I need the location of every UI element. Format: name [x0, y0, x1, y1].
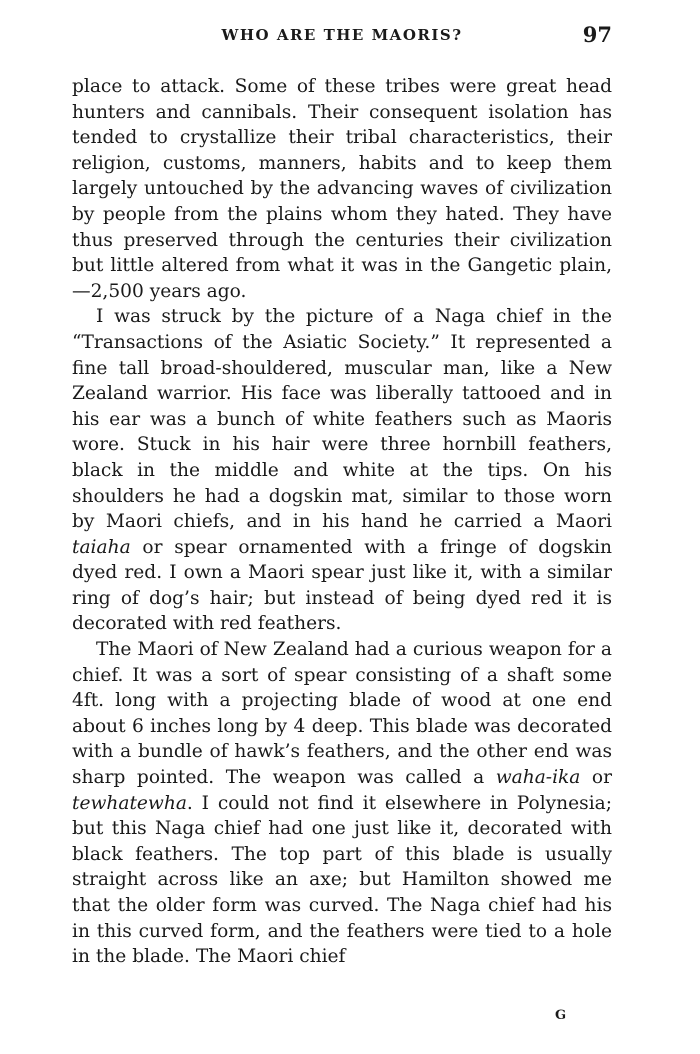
signature-mark: G [555, 1008, 567, 1023]
paragraph-2 [72, 304, 612, 637]
term-tewhatewha: tewhatewha [72, 792, 187, 814]
body-text [72, 74, 612, 970]
term-waha-ika: waha-ika [495, 767, 581, 789]
paragraph-1-text: place to attack. Some of these tribes were great head hunters and cannibals. Their consequent isolation has tended to crystallize their tribal characteristics, their religion, customs, manners, habits and to keep them largely untouched by the advancing waves of civilization by people from the plains whom they hated. They have thus preserved through the centuries their civilization but little altered from what it was in the Gangetic plain,—2,500 years ago. [72, 76, 612, 302]
paragraph-1 [72, 74, 612, 304]
paragraph-2-text-a: I was struck by the picture of a Naga chief in the “Transactions of the Asiatic Society.” It represented a fine tall broad-shouldered, muscular man, like a New Zealand warrior. His face was liberally tattooed and in his ear was a bunch of white feathers such as Maoris wore. Stuck in his hair were three hornbill feathers, black in the middle and white at the tips. On his shoulders he had a dogskin mat, similar to those worn by Maori chiefs, and in his hand he carried a Maori [72, 306, 612, 533]
paragraph-3-text-c: . I could not find it elsewhere in Polynesia; but this Naga chief had one just like it, decorated with black feathers. The top part of this blade is usually straight across like an axe; but Hamilton showed me that the older form was curved. The Naga chief had his in this curved form, and the feathers were tied to a hole in the blade. The Maori chief [72, 792, 612, 968]
paragraph-3 [72, 637, 612, 970]
paragraph-3-text-a: The Maori of New Zealand had a curious weapon for a chief. It was a sort of spear consisting of a shaft some 4ft. long with a projecting blade of wood at one end about 6 inches long by 4 deep. This blade was decorated with a bundle of hawk’s feathers, and the other end was sharp pointed. The weapon was called a [72, 639, 612, 789]
page-header [72, 22, 612, 52]
running-title: WHO ARE THE MAORIS? [221, 26, 463, 44]
term-taiaha: taiaha [72, 536, 131, 558]
paragraph-3-text-b: or [580, 767, 612, 789]
page-number: 97 [582, 22, 612, 47]
paragraph-2-text-b: or spear ornamented with a fringe of dogskin dyed red. I own a Maori spear just like it, with a similar ring of dog’s hair; but instead of being dyed red it is decorated with red feathers. [72, 536, 612, 635]
